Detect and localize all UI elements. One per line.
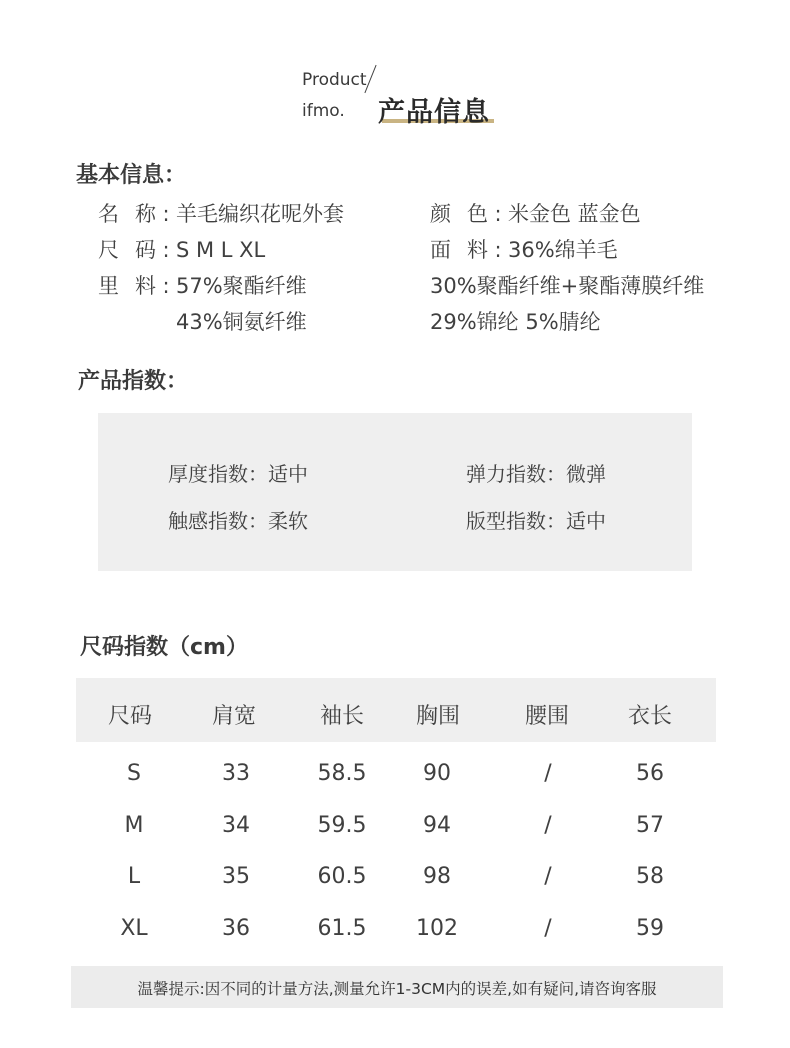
info-label: 尺 码 bbox=[98, 238, 156, 262]
info-row-name bbox=[98, 198, 344, 228]
index-touch: 触感指数：柔软 bbox=[168, 509, 308, 533]
table-cell: M bbox=[124, 813, 144, 838]
info-row-size bbox=[98, 234, 265, 264]
column-header: 腰围 bbox=[524, 704, 569, 729]
info-value: 米金色 蓝金色 bbox=[508, 202, 641, 226]
table-cell: 59 bbox=[636, 916, 664, 941]
table-cell: S bbox=[127, 761, 141, 786]
table-cell: 61.5 bbox=[317, 916, 367, 941]
table-cell: 57 bbox=[636, 813, 664, 838]
table-cell: 94 bbox=[423, 813, 451, 838]
info-colon: : bbox=[162, 274, 170, 298]
info-colon: : bbox=[494, 238, 502, 262]
info-value: 36%绵羊毛 bbox=[508, 238, 618, 262]
info-value: 30%聚酯纤维+聚酯薄膜纤维 bbox=[430, 274, 705, 298]
info-value: S M L XL bbox=[176, 238, 266, 262]
table-cell: 35 bbox=[222, 864, 250, 889]
info-value: 羊毛编织花呢外套 bbox=[176, 202, 344, 226]
info-colon: : bbox=[494, 202, 502, 226]
info-row-fabric-cont1 bbox=[430, 270, 704, 300]
info-row-lining bbox=[98, 270, 307, 300]
index-heading: 产品指数： bbox=[78, 369, 189, 394]
info-value: 29%锦纶 5%腈纶 bbox=[430, 310, 601, 334]
column-header: 袖长 bbox=[319, 704, 364, 729]
table-cell: 60.5 bbox=[317, 864, 367, 889]
table-cell: / bbox=[544, 813, 552, 838]
table-cell: L bbox=[127, 864, 141, 889]
table-cell: 36 bbox=[222, 916, 250, 941]
table-cell: XL bbox=[120, 916, 148, 941]
index-elasticity: 弹力指数：微弹 bbox=[466, 462, 606, 486]
table-cell: 102 bbox=[416, 916, 458, 941]
table-cell: 33 bbox=[222, 761, 250, 786]
table-cell: / bbox=[544, 916, 552, 941]
table-cell: 59.5 bbox=[317, 813, 367, 838]
measurement-note: 温馨提示:因不同的计量方法,测量允许1-3CM内的误差,如有疑问,请咨询客服 bbox=[137, 980, 657, 998]
info-label: 名 称 bbox=[98, 202, 156, 226]
size-table-heading: 尺码指数（cm） bbox=[80, 635, 248, 660]
column-header: 胸围 bbox=[415, 704, 460, 729]
info-label: 面 料 bbox=[430, 238, 488, 262]
info-row-fabric bbox=[430, 234, 618, 264]
index-thickness: 厚度指数：适中 bbox=[168, 462, 308, 486]
info-value: 43%铜氨纤维 bbox=[176, 310, 307, 334]
info-label: 颜 色 bbox=[430, 202, 488, 226]
table-cell: / bbox=[544, 864, 552, 889]
table-cell: 34 bbox=[222, 813, 250, 838]
page-title: 产品信息 bbox=[378, 97, 490, 128]
header-english-line1: Product bbox=[302, 70, 367, 90]
column-header: 尺码 bbox=[107, 704, 152, 729]
info-colon: : bbox=[162, 202, 170, 226]
info-row-lining-cont bbox=[176, 306, 307, 336]
basic-info-heading: 基本信息： bbox=[76, 163, 187, 188]
header-english-line2: ifmo. bbox=[302, 101, 345, 121]
table-cell: / bbox=[544, 761, 552, 786]
index-panel bbox=[98, 413, 692, 571]
column-header: 衣长 bbox=[627, 704, 672, 729]
info-value: 57%聚酯纤维 bbox=[176, 274, 307, 298]
table-cell: 56 bbox=[636, 761, 664, 786]
info-row-fabric-cont2 bbox=[430, 306, 601, 336]
column-header: 肩宽 bbox=[211, 704, 256, 729]
table-cell: 58.5 bbox=[317, 761, 367, 786]
info-label: 里 料 bbox=[98, 274, 156, 298]
table-cell: 58 bbox=[636, 864, 664, 889]
info-row-color bbox=[430, 198, 641, 228]
index-fit: 版型指数：适中 bbox=[466, 509, 606, 533]
info-colon: : bbox=[162, 238, 170, 262]
table-cell: 90 bbox=[423, 761, 451, 786]
table-cell: 98 bbox=[423, 864, 451, 889]
